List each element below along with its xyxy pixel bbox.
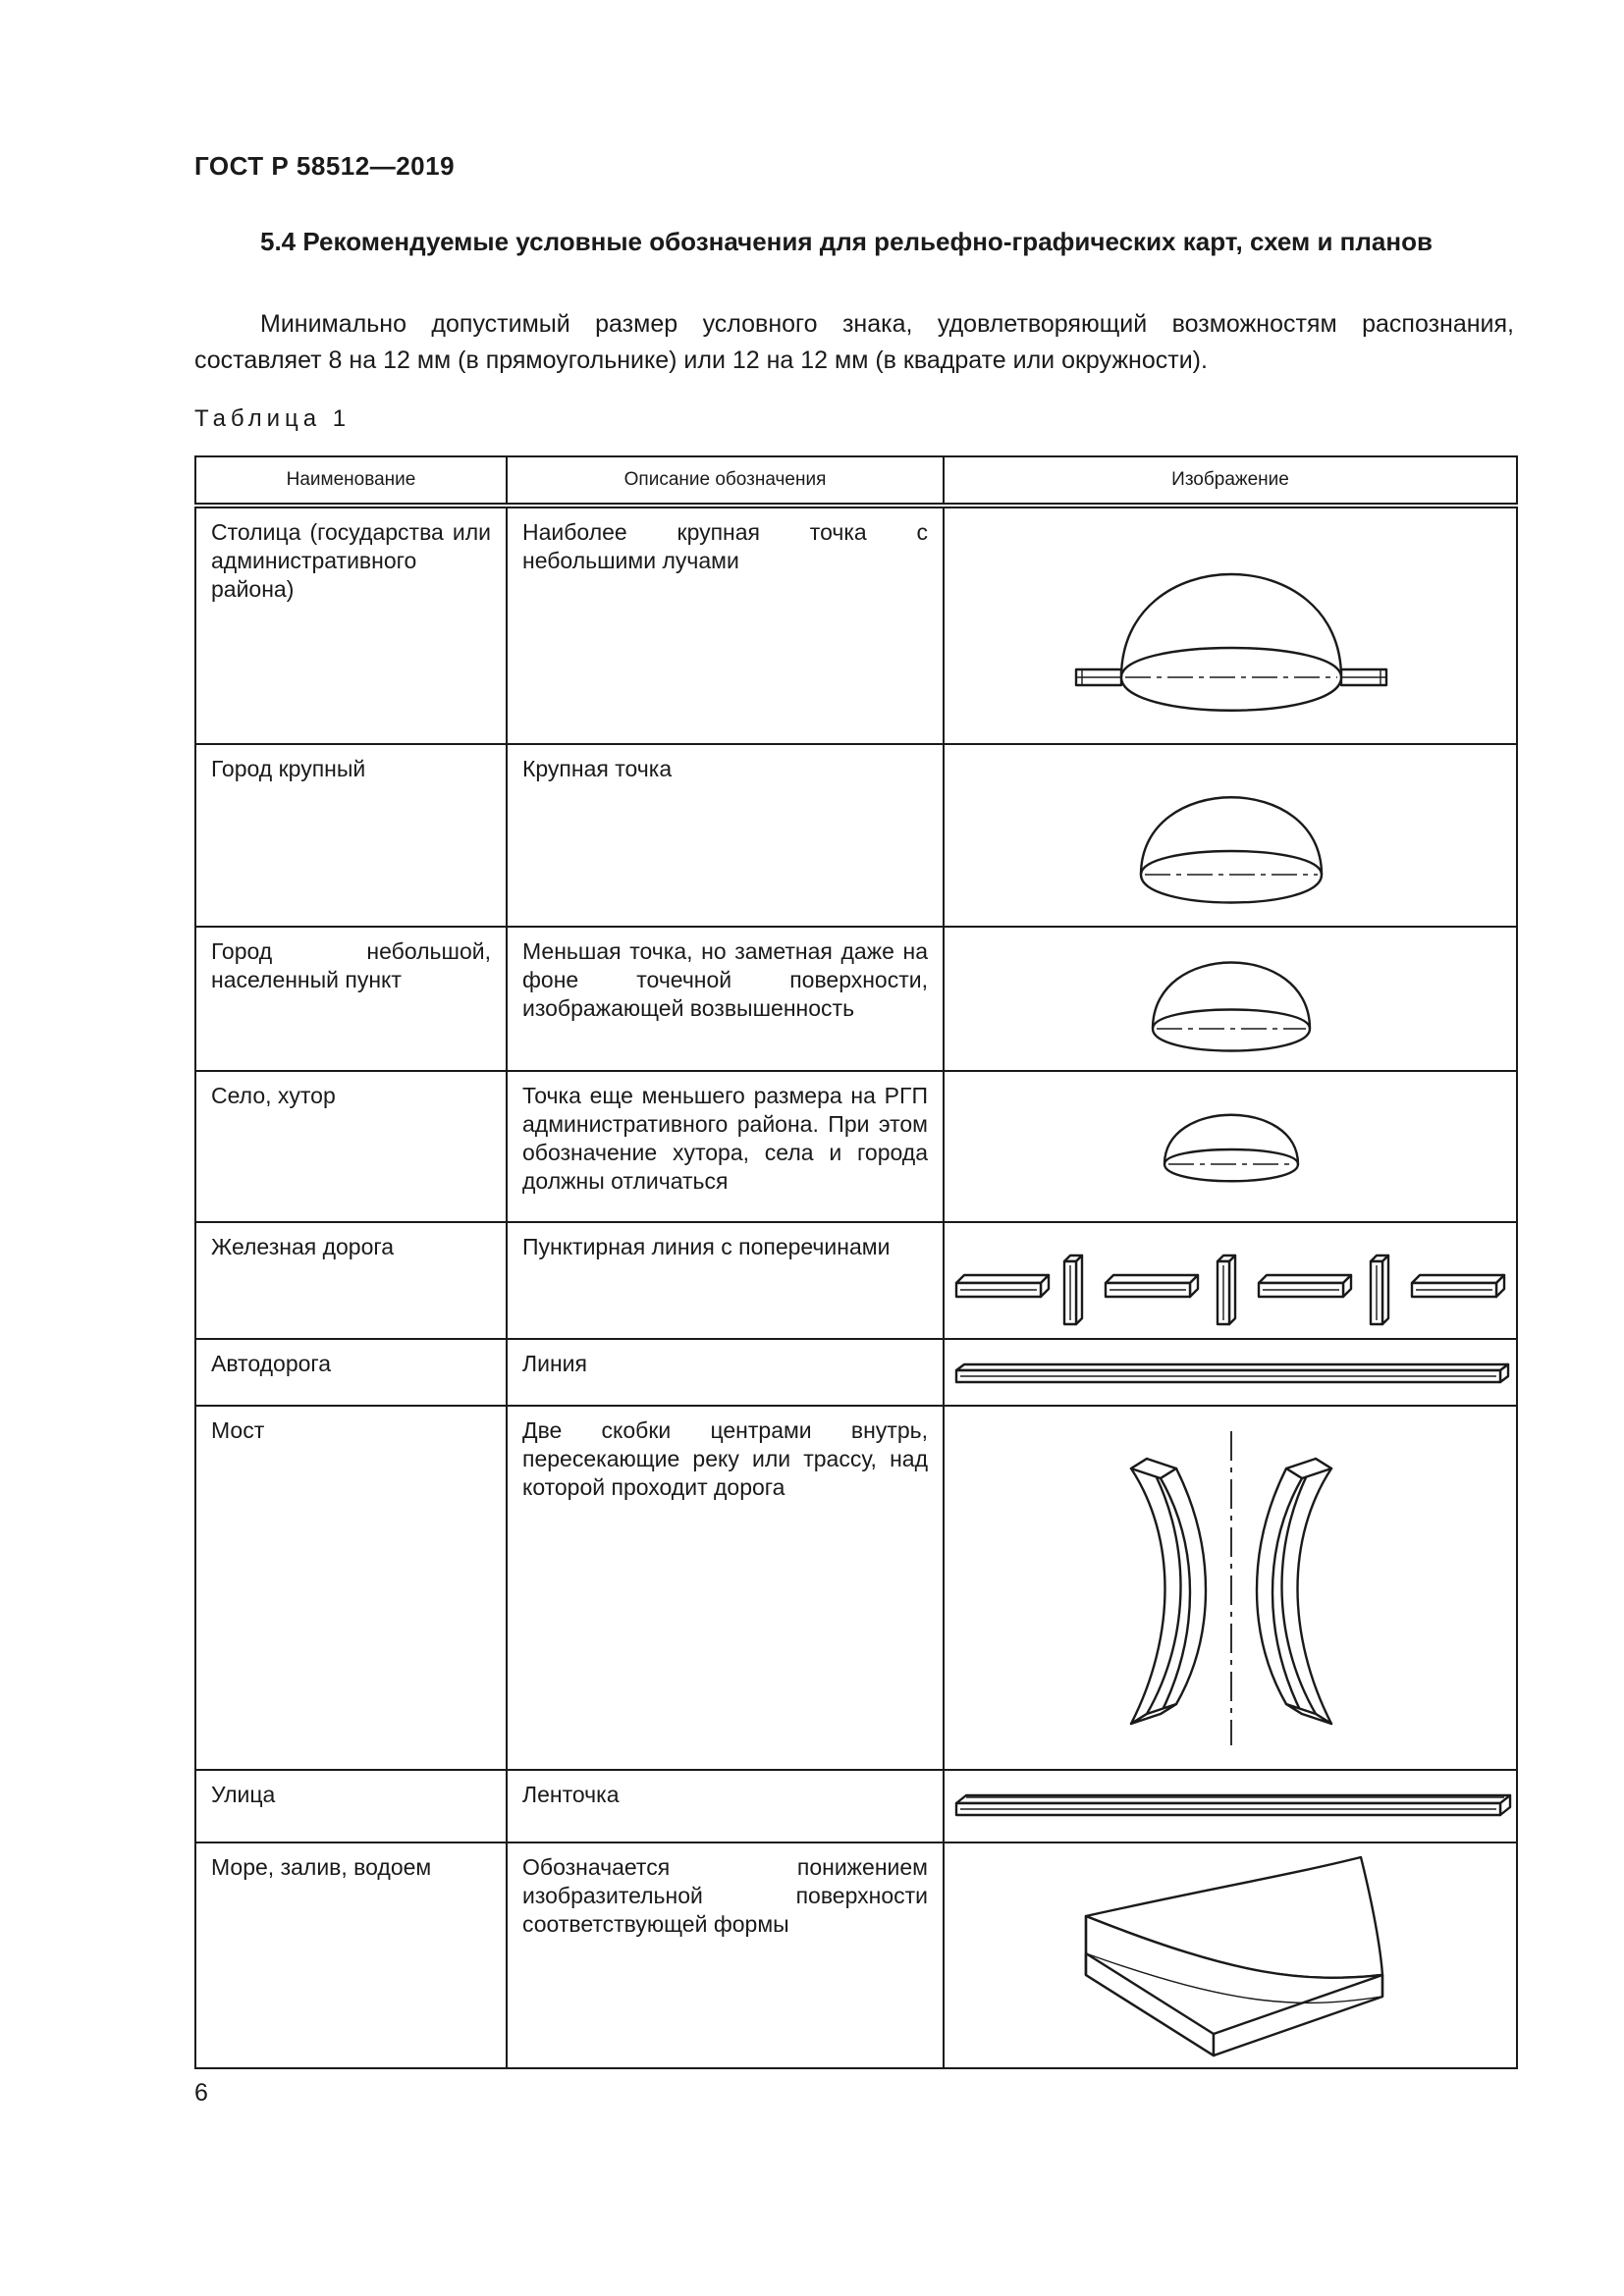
large-city-dome-icon	[945, 747, 1518, 924]
cell-description: Точка еще меньшего размера на РГП административного района. При этом обозначение хутора, села и города должны отличаться	[507, 1071, 944, 1222]
header-name: Наименование	[195, 456, 507, 506]
header-image: Изображение	[944, 456, 1517, 506]
table-caption: Таблица 1	[194, 405, 352, 432]
page-header: ГОСТ Р 58512—2019	[194, 151, 456, 181]
small-city-dome-icon	[945, 931, 1518, 1068]
table-row	[195, 506, 1517, 744]
railway-icon	[945, 1226, 1518, 1336]
cell-image	[944, 1406, 1517, 1770]
cell-name: Столица (государства или административного района)	[195, 506, 507, 744]
table-row	[195, 1071, 1517, 1222]
bridge-icon	[945, 1410, 1518, 1767]
table-row	[195, 1339, 1517, 1406]
page-number: 6	[194, 2079, 208, 2107]
cell-description: Пунктирная линия с поперечинами	[507, 1222, 944, 1339]
cell-image	[944, 1339, 1517, 1406]
cell-name: Улица	[195, 1770, 507, 1842]
table-row	[195, 1842, 1517, 2068]
table-row	[195, 744, 1517, 927]
section-title: 5.4 Рекомендуемые условные обозначения для рельефно-графических карт, схем и планов	[260, 227, 1433, 256]
highway-icon	[945, 1343, 1518, 1402]
capital-dome-icon	[945, 510, 1518, 742]
cell-image	[944, 1842, 1517, 2068]
cell-description: Ленточка	[507, 1770, 944, 1842]
cell-image	[944, 927, 1517, 1071]
header-description: Описание обозначения	[507, 456, 944, 506]
cell-image	[944, 1222, 1517, 1339]
sea-depression-icon	[945, 1845, 1518, 2065]
cell-description: Меньшая точка, но заметная даже на фоне точечной поверхности, изображающей возвышенность	[507, 927, 944, 1071]
cell-name: Железная дорога	[195, 1222, 507, 1339]
intro-paragraph: Минимально допустимый размер условного знака, удовлетворяющий возможностям распознания, составляет 8 на 12 мм (в прямоугольнике) или 12 на 12 мм (в квадрате или окружности).	[194, 310, 1514, 374]
cell-description: Наиболее крупная точка с небольшими лучами	[507, 506, 944, 744]
table-header-row	[195, 456, 1517, 506]
cell-description: Крупная точка	[507, 744, 944, 927]
cell-name: Автодорога	[195, 1339, 507, 1406]
table-row	[195, 1222, 1517, 1339]
cell-image	[944, 1071, 1517, 1222]
table-row	[195, 927, 1517, 1071]
cell-description: Линия	[507, 1339, 944, 1406]
street-icon	[945, 1774, 1518, 1839]
cell-description: Обозначается понижением изобразительной поверхности соответствующей формы	[507, 1842, 944, 2068]
cell-description: Две скобки центрами внутрь, пересекающие реку или трассу, над которой проходит дорога	[507, 1406, 944, 1770]
cell-name: Город небольшой, населенный пункт	[195, 927, 507, 1071]
cell-image	[944, 744, 1517, 927]
symbols-table	[194, 455, 1518, 2069]
cell-image	[944, 1770, 1517, 1842]
cell-image	[944, 506, 1517, 744]
cell-name: Море, залив, водоем	[195, 1842, 507, 2068]
cell-name: Город крупный	[195, 744, 507, 927]
cell-name: Мост	[195, 1406, 507, 1770]
cell-name: Село, хутор	[195, 1071, 507, 1222]
village-dome-icon	[945, 1074, 1518, 1219]
table-row	[195, 1770, 1517, 1842]
table-row	[195, 1406, 1517, 1770]
